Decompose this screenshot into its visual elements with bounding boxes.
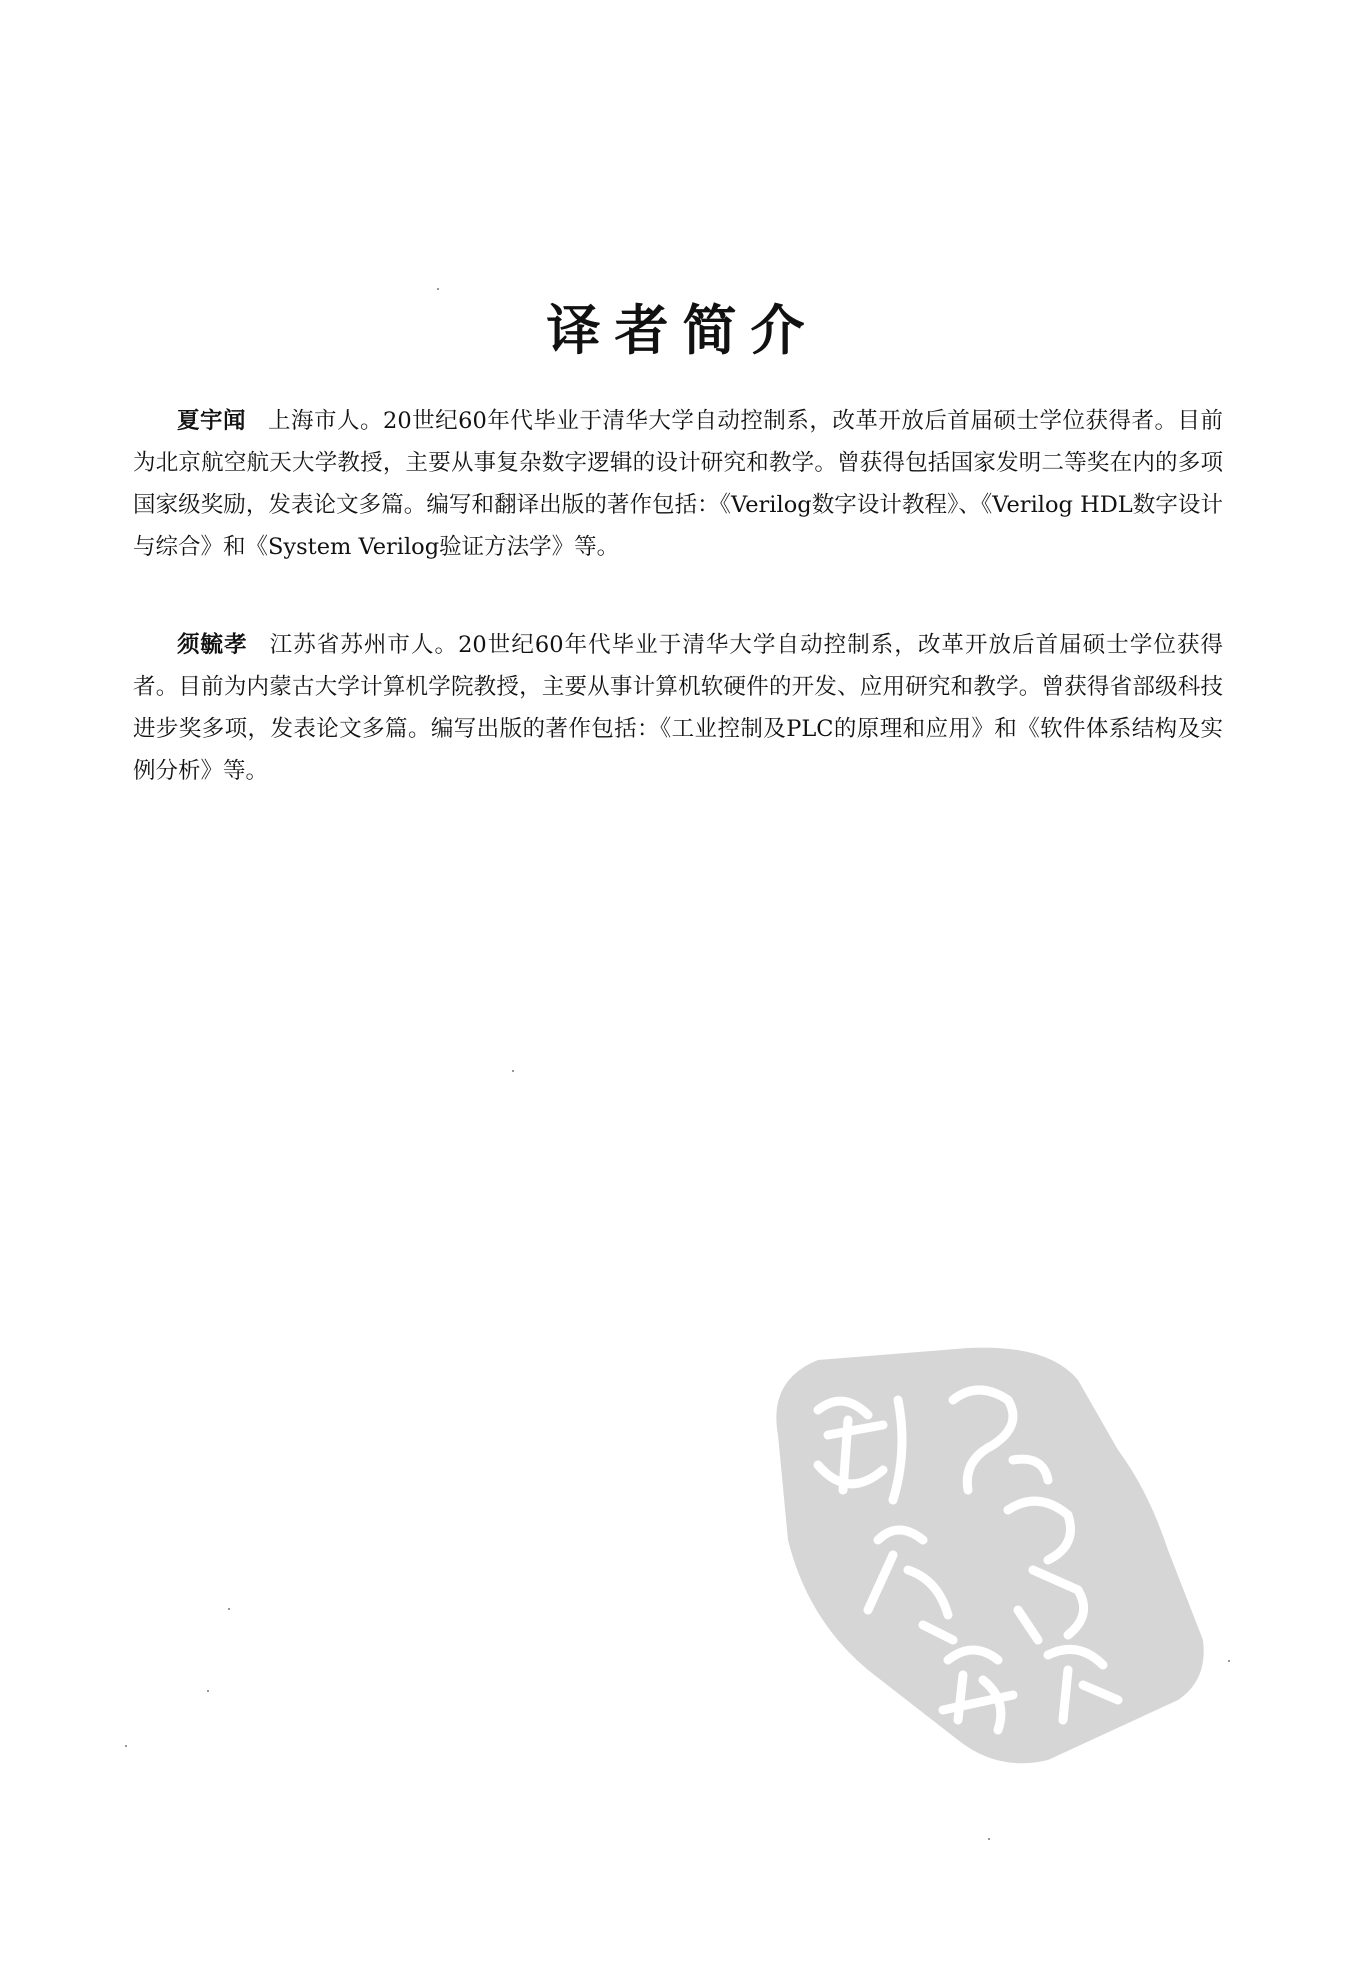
translator-bio-text-1: 上海市人。20世纪60年代毕业于清华大学自动控制系，改革开放后首届硕士学位获得者。目前为北京航空航天大学教授，主要从事复杂数字逻辑的设计研究和教学。曾获得包括国家发明二等奖在内的多项国家级奖励，发表论文多篇。编写和翻译出版的著作包括：《Verilog数字设计教程》、《Verilog HDL数字设计与综合》和《System Verilog验证方法学》等。 <box>133 408 1223 560</box>
translator-bio-2 <box>133 624 1223 792</box>
scan-speck <box>125 1745 127 1747</box>
translator-name-1: 夏宇闻 <box>177 408 247 434</box>
scan-speck <box>512 1070 514 1072</box>
scan-speck <box>1228 1660 1230 1662</box>
translator-name-2: 须毓孝 <box>177 632 248 658</box>
page-title: 译者简介 <box>546 299 819 362</box>
translator-bio-1 <box>133 400 1223 568</box>
seal-stamp-icon <box>748 1340 1208 1770</box>
translator-bio-text-2: 江苏省苏州市人。20世纪60年代毕业于清华大学自动控制系，改革开放后首届硕士学位获得者。目前为内蒙古大学计算机学院教授，主要从事计算机软硬件的开发、应用研究和教学。曾获得省部级科技进步奖多项，发表论文多篇。编写出版的著作包括：《工业控制及PLC的原理和应用》和《软件体系结构及实例分析》等。 <box>133 632 1223 784</box>
scan-speck <box>988 1838 990 1840</box>
scan-speck <box>437 288 439 290</box>
scan-speck <box>207 1690 209 1692</box>
scan-speck <box>228 1608 230 1610</box>
